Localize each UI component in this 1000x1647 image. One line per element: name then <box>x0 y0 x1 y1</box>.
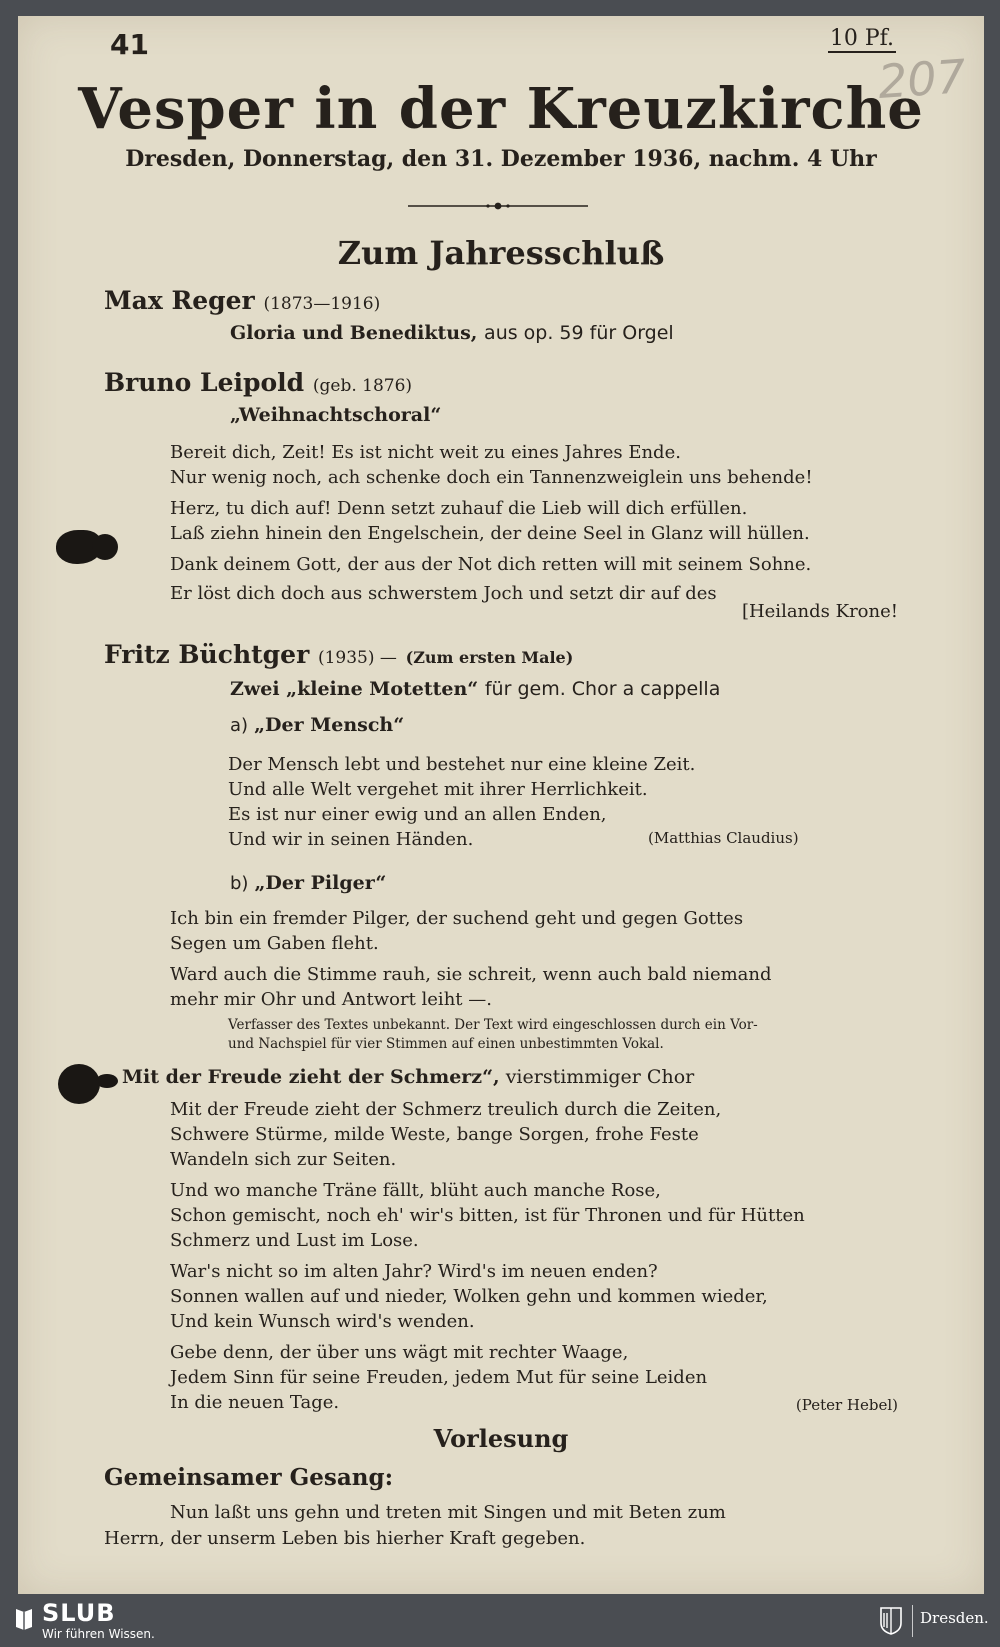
work-detail: vierstimmiger Chor <box>505 1066 695 1088</box>
composer-name: Fritz Büchtger <box>104 640 310 669</box>
composer-name: Bruno Leipold <box>104 368 305 397</box>
text-source-note <box>228 1016 758 1054</box>
dresden-crest-icon <box>880 1607 902 1635</box>
work-title: „Weihnachtschoral“ <box>230 404 442 426</box>
verse-line: Schmerz und Lust im Lose. <box>170 1230 419 1251</box>
verse-line: Jedem Sinn für seine Freuden, jedem Mut für seine Leiden <box>170 1367 708 1388</box>
archive-pencil-mark: 207 <box>876 49 968 109</box>
event-title: Vesper in der Kreuzkirche <box>78 76 924 142</box>
composer-dates: (1935) — <box>317 648 397 668</box>
part-title: „Der Pilger“ <box>254 872 387 894</box>
verse-line: Ich bin ein fremder Pilger, der suchend geht und gegen Gottes <box>170 908 744 929</box>
part-b-heading <box>230 872 386 894</box>
composer-leipold <box>104 368 412 397</box>
event-subtitle: Dresden, Donnerstag, den 31. Dezember 1936, nachm. 4 Uhr <box>125 146 877 172</box>
text-author: (Matthias Claudius) <box>648 829 799 847</box>
section-title: Zum Jahresschluß <box>337 234 665 272</box>
ink-blot <box>58 1064 100 1104</box>
work-title: Gloria und Benediktus, <box>230 322 478 344</box>
verse-line: War's nicht so im alten Jahr? Wird's im neuen enden? <box>170 1261 658 1282</box>
part-label: a) <box>230 715 249 736</box>
text-author: (Peter Hebel) <box>795 1396 898 1414</box>
verse-line: Und wo manche Träne fällt, blüht auch manche Rose, <box>170 1180 661 1201</box>
part-a-verse <box>228 752 695 852</box>
work-freude <box>122 1066 694 1088</box>
verse-line: Wandeln sich zur Seiten. <box>170 1149 397 1170</box>
slub-tagline: Wir führen Wissen. <box>42 1627 155 1641</box>
work-reger <box>230 322 674 344</box>
verse-line: Und wir in seinen Händen. <box>228 829 474 850</box>
verse-line: Und kein Wunsch wird's wenden. <box>170 1311 475 1332</box>
verse-line: In die neuen Tage. <box>170 1392 340 1413</box>
verse-line: Er löst dich doch aus schwerstem Joch und setzt dir auf des <box>170 583 717 604</box>
verse-line: Herrn, der unserm Leben bis hierher Kraft gegeben. <box>104 1528 586 1549</box>
work-title: Zwei „kleine Motetten“ <box>230 678 479 700</box>
program-sheet <box>18 16 984 1594</box>
verse-line: Laß ziehn hinein den Engelschein, der deine Seel in Glanz will hüllen. <box>170 523 810 544</box>
part-title: „Der Mensch“ <box>254 714 405 736</box>
verse-line: Schwere Stürme, milde Weste, bange Sorgen, frohe Feste <box>170 1124 699 1145</box>
composer-reger <box>104 286 380 315</box>
verse-line: Der Mensch lebt und bestehet nur eine kleine Zeit. <box>228 754 696 775</box>
verse-line: Mit der Freude zieht der Schmerz treulich durch die Zeiten, <box>170 1099 722 1120</box>
page-number: 41 <box>110 28 149 61</box>
verse-line: Nur wenig noch, ach schenke doch ein Tannenzweiglein uns behende! <box>170 467 813 488</box>
verse-line-continuation: [Heilands Krone! <box>741 601 898 622</box>
slub-logo-text[interactable]: SLUB <box>42 1599 116 1627</box>
verse-line: Schon gemischt, noch eh' wir's bitten, ist für Thronen und für Hütten <box>170 1205 805 1226</box>
composer-dates: (geb. 1876) <box>312 376 413 396</box>
freude-verse <box>170 1097 805 1415</box>
hymn-text <box>104 1500 726 1552</box>
verse-line: mehr mir Ohr und Antwort leiht —. <box>170 989 492 1010</box>
work-detail: für gem. Chor a cappella <box>484 678 721 700</box>
ink-blot <box>96 1074 118 1088</box>
verse-line: Herz, tu dich auf! Denn setzt zuhauf die Lieb will dich erfüllen. <box>170 498 748 519</box>
composer-name: Max Reger <box>104 286 255 315</box>
dresden-logo-text[interactable]: Dresden. <box>920 1609 989 1627</box>
work-detail: aus op. 59 für Orgel <box>484 322 674 344</box>
verse-line: Bereit dich, Zeit! Es ist nicht weit zu eines Jahres Ende. <box>170 442 681 463</box>
viewer-footer <box>0 1597 1000 1647</box>
verse-line: Nun laßt uns gehn und treten mit Singen und mit Beten zum <box>170 1502 726 1523</box>
composer-buechtger <box>104 640 573 669</box>
part-label: b) <box>230 873 249 894</box>
verse-line: Dank deinem Gott, der aus der Not dich retten will mit seinem Sohne. <box>170 554 812 575</box>
work-title: Mit der Freude zieht der Schmerz“, <box>122 1066 500 1088</box>
part-b-verse <box>170 906 772 1012</box>
slub-book-icon <box>14 1606 34 1630</box>
first-performance-note: (Zum ersten Male) <box>405 648 574 667</box>
verse-line: Und alle Welt vergehet mit ihrer Herrlichkeit. <box>228 779 648 800</box>
work-buechtger <box>230 678 720 700</box>
note-line: Verfasser des Textes unbekannt. Der Text wird eingeschlossen durch ein Vor- <box>228 1017 758 1033</box>
verse-line: Gebe denn, der über uns wägt mit rechter Waage, <box>170 1342 629 1363</box>
verse-line: Ward auch die Stimme rauh, sie schreit, wenn auch bald niemand <box>170 964 772 985</box>
ornament-divider <box>408 199 588 213</box>
composer-dates: (1873—1916) <box>263 294 381 314</box>
ink-blot <box>92 534 118 560</box>
note-line: und Nachspiel für vier Stimmen auf einen unbestimmten Vokal. <box>228 1036 664 1052</box>
price-label: 10 Pf. <box>829 26 894 51</box>
hymn-heading: Gemeinsamer Gesang: <box>104 1464 394 1491</box>
part-a-heading <box>230 714 404 736</box>
footer-separator <box>912 1605 913 1637</box>
leipold-verse <box>170 440 813 606</box>
reading-heading: Vorlesung <box>433 1424 569 1453</box>
verse-line: Sonnen wallen auf und nieder, Wolken gehn und kommen wieder, <box>170 1286 768 1307</box>
verse-line: Es ist nur einer ewig und an allen Enden, <box>228 804 607 825</box>
verse-line: Segen um Gaben fleht. <box>170 933 379 954</box>
